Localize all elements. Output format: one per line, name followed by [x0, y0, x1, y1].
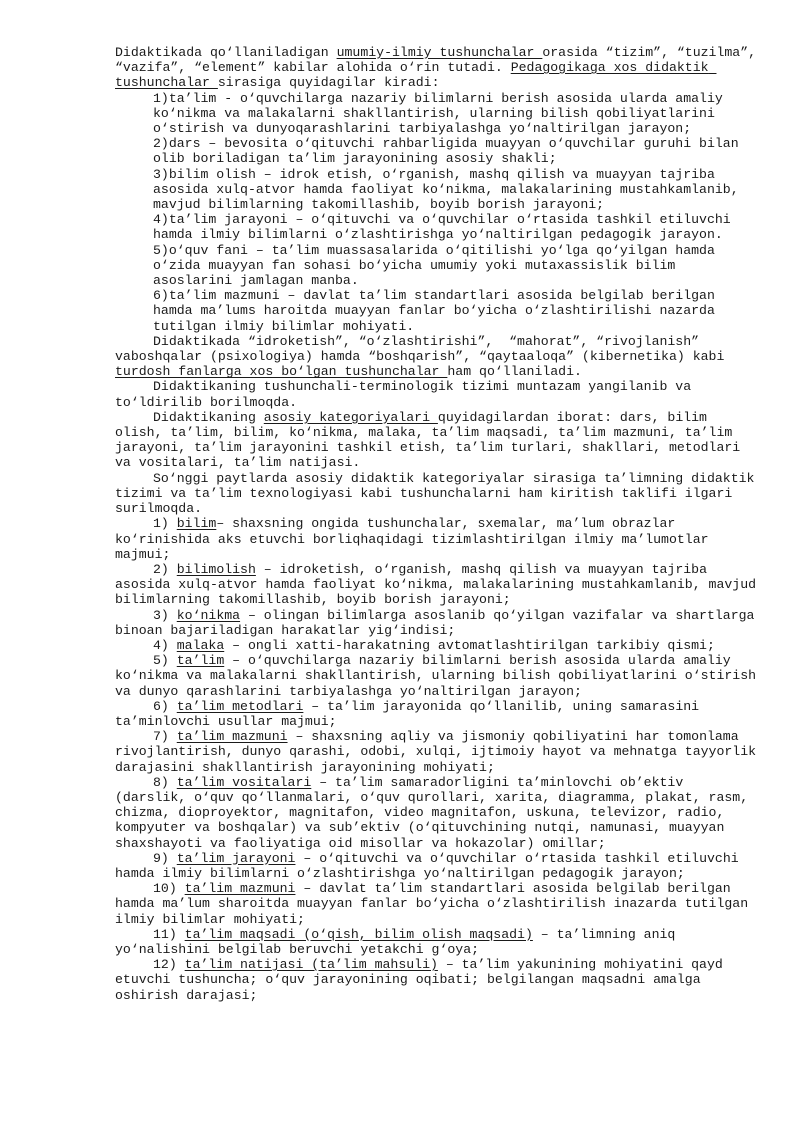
paragraph: [115, 699, 760, 729]
text-run: 9): [153, 850, 177, 866]
paragraph: [115, 851, 760, 881]
paragraph: [115, 775, 760, 851]
paragraph: [115, 45, 764, 91]
term-underlined: turdosh fanlarga xos bo‘lgan tushunchalar: [115, 364, 448, 380]
paragraph: [115, 927, 760, 957]
term-underlined: ta’lim vositalari: [176, 774, 312, 790]
paragraph: [115, 881, 760, 927]
text-run: – ongli xatti-harakatning avtomatlashtirilgan tarkibiy qismi;: [224, 637, 715, 653]
term-underlined: asosiy kategoriyalari: [263, 409, 438, 425]
term-underlined: bilimolish: [176, 561, 256, 577]
text-run: 11): [153, 926, 185, 942]
text-run: – o‘quvchilarga nazariy bilimlarni berish asosida ularda amaliy ko‘nikma va malakalarni shakllantirish, ularning bilish qobiliyatlarini o‘stirish va dunyo qarashlarini tarbiyalashga yo‘naltirilgan jarayon;: [115, 653, 764, 699]
paragraph: [115, 379, 760, 409]
text-run: ham qo‘llaniladi.: [447, 364, 582, 380]
text-run: – ta’limning aniq yo‘nalishini belgilab beruvchi yetakchi g‘oya;: [115, 926, 684, 957]
text-run: 3): [153, 607, 177, 623]
paragraph: [115, 243, 760, 289]
term-underlined: ko‘nikma: [176, 607, 241, 623]
text-run: 4)ta’lim jarayoni – o‘qituvchi va o‘quvchilar o‘rtasida tashkil etiluvchi hamda ilmiy bilimlarni o‘zlashtirishga yo‘naltirilgan pedagogik jarayon.: [153, 212, 739, 243]
text-run: – shaxsning aqliy va jismoniy qobiliyatini har tomonlama rivojlantirish, dunyo qarashi, odobi, xulqi, ijtimoiy hayot va mehnatga tayyorlik darajasini shakllantirish jarayonining mohiyati;: [115, 729, 764, 775]
paragraph: [115, 91, 760, 137]
paragraph: [115, 607, 763, 638]
term-underlined: ta’lim maqsadi (o‘qish, bilim olish maqsadi): [184, 926, 533, 942]
text-run: 6)ta’lim mazmuni – davlat ta’lim standartlari asosida belgilab berilgan hamda ma’lums haroitda muayyan fanlar bo‘yicha o‘zlashtirilishi nazarda tutilgan ilmiy bilimlar mohiyati.: [153, 288, 723, 334]
paragraph: [115, 470, 763, 517]
term-underlined: ta’lim: [176, 653, 225, 669]
text-run: – idroketish, o‘rganish, mashq qilish va muayyan tajriba asosida xulq-atvor hamda faoliyat ko‘nikma, malakalarining mustahkamlanib, mavjud bilimlarning takomillashib, boyib borish jarayoni;: [115, 561, 764, 608]
text-run: 8): [153, 774, 177, 790]
text-run: – ta’lim jarayonida qo‘llanilib, uning samarasini ta’minlovchi usullar majmui;: [115, 698, 707, 729]
text-run: Didaktikaning: [153, 409, 264, 425]
text-run: quyidagilardan iborat: dars, bilim olish, ta’lim, bilim, ko‘nikma, malaka, ta’lim maqsadi, ta’lim mazmuni, ta’lim jarayoni, ta’lim jarayonini tashkil etish, ta’lim turlari, shakllari, metodlari va vositalari, ta’lim natijasi.: [115, 409, 749, 471]
term-underlined: ta’lim natijasi (ta’lim mahsuli): [184, 957, 438, 973]
text-run: 2)dars – bevosita o‘qituvchi rahbarligida muayyan o‘quvchilar guruhi bilan olib boriladigan ta’lim jarayonining asosiy shakli;: [153, 136, 747, 167]
paragraph: [115, 957, 760, 1003]
paragraph: [115, 561, 764, 608]
term-underlined: ta’lim metodlari: [176, 698, 304, 714]
term-underlined: bilim: [176, 516, 217, 532]
paragraph: [115, 212, 760, 242]
text-run: 5)o‘quv fani – ta’lim muassasalarida o‘qitilishi yo‘lga qo‘yilgan hamda o‘zida muayyan fan sohasi bo‘yicha umumiy yoki mutaxassislik bilim asoslarini jamlagan manba.: [153, 242, 723, 289]
term-underlined: ta’lim mazmuni: [176, 729, 288, 745]
text-run: – o‘qituvchi va o‘quvchilar o‘rtasida tashkil etiluvchi hamda ilmiy bilimlarni o‘zlashtirishga yo‘naltirilgan pedagogik jarayon;: [115, 850, 747, 881]
paragraph: [115, 167, 760, 213]
term-underlined: Pedagogikaga xos didaktik tushunchalar: [115, 60, 717, 91]
text-run: – shaxsning ongida tushunchalar, sxemalar, ma’lum obrazlar ko‘rinishida aks etuvchi borliqhaqidagi tizimlashtirilgan ilmiy ma’lumotlar majmui;: [115, 516, 717, 562]
term-underlined: malaka: [176, 637, 225, 653]
text-run: Didaktikaning tushunchali-terminologik tizimi muntazam yangilanib va to‘ldirilib borilmoqda.: [115, 379, 700, 410]
term-underlined: ta’lim jarayoni: [176, 850, 296, 866]
text-run: 1)ta’lim - o‘quvchilarga nazariy bilimlarni berish asosida ularda amaliy ko‘nikma va malakalarni shakllantirish, ularning bilish qobiliyatlarini o‘stirish va dunyoqarashlarini tarbiyalashga yo‘naltirilgan jarayon;: [153, 90, 731, 137]
paragraph: [115, 410, 760, 471]
paragraph: [115, 729, 764, 775]
text-run: 10): [153, 881, 185, 897]
text-run: 1): [153, 516, 177, 532]
text-run: So‘nggi paytlarda asosiy didaktik kategoriyalar sirasiga ta’limning didaktik tizimi va ta’lim texnologiyasi kabi tushunchalarni ham kiritish taklifi ilgari surilmoqda.: [115, 470, 763, 517]
text-run: Didaktikada “idroketish”, “o‘zlashtirishi”, “mahorat”, “rivojlanish” vaboshqalar (psixologiya) hamda “boshqarish”, “qaytaaloqa” (kibernetika) kabi: [115, 333, 733, 365]
text-run: – ta’lim yakunining mohiyatini qayd etuvchi tushuncha; o‘quv jarayonining oqibati; belgilangan maqsadni amalga oshirish darajasi;: [115, 957, 731, 1003]
term-underlined: umumiy-ilmiy tushunchalar: [336, 45, 543, 60]
term-underlined: ta’lim mazmuni: [184, 881, 296, 897]
paragraph: [115, 288, 760, 334]
text-run: orasida “tizim”, “tuzilma”, “vazifa”, “element” kabilar alohida o‘rin tutadi.: [115, 45, 764, 76]
text-run: 7): [153, 729, 177, 745]
paragraph: [115, 516, 760, 562]
text-run: Didaktikada qo‘llaniladigan: [115, 45, 337, 60]
text-run: 3)bilim olish – idrok etish, o‘rganish, mashq qilish va muayyan tajriba asosida xulq-atvor hamda faoliyat ko‘nikma, malakalarining mustahkamlanib, mavjud bilimlarning takomillashib, boyib borish jarayoni;: [153, 166, 747, 213]
text-run: 4): [153, 637, 177, 653]
text-run: – davlat ta’lim standartlari asosida belgilab berilgan hamda ma’lum sharoitda muayyan fanlar bo‘yicha o‘zlashtirilish inazarda tutilgan ilmiy bilimlar mohiyati;: [115, 881, 757, 927]
paragraph: [115, 653, 764, 699]
text-run: 2): [153, 561, 177, 577]
text-run: sirasiga quyidagilar kiradi:: [217, 75, 440, 91]
paragraph: [115, 136, 760, 166]
text-run: 12): [153, 957, 185, 973]
text-run: – olingan bilimlarga asoslanib qo‘yilgan vazifalar va shartlarga binoan bajariladigan harakatlar yig‘indisi;: [115, 607, 763, 638]
text-run: 6): [153, 698, 177, 714]
paragraph: [115, 638, 760, 653]
text-run: – ta’lim samaradorligini ta’minlovchi ob’ektiv (darslik, o‘quv qo‘llanmalari, o‘quv qurollari, xarita, diagramma, plakat, rasm, chizma, dioproyektor, magnitafon, video magnitafon, uskuna, televizor, radio, kompyuter va boshqalar) va sub’ektiv (o‘qituvchining nutqi, namunasi, muayyan shaxshayoti va faoliyatiga oid misollar va hokazolar) omillar;: [115, 774, 757, 851]
paragraph: [115, 334, 760, 380]
text-run: 5): [153, 653, 177, 669]
